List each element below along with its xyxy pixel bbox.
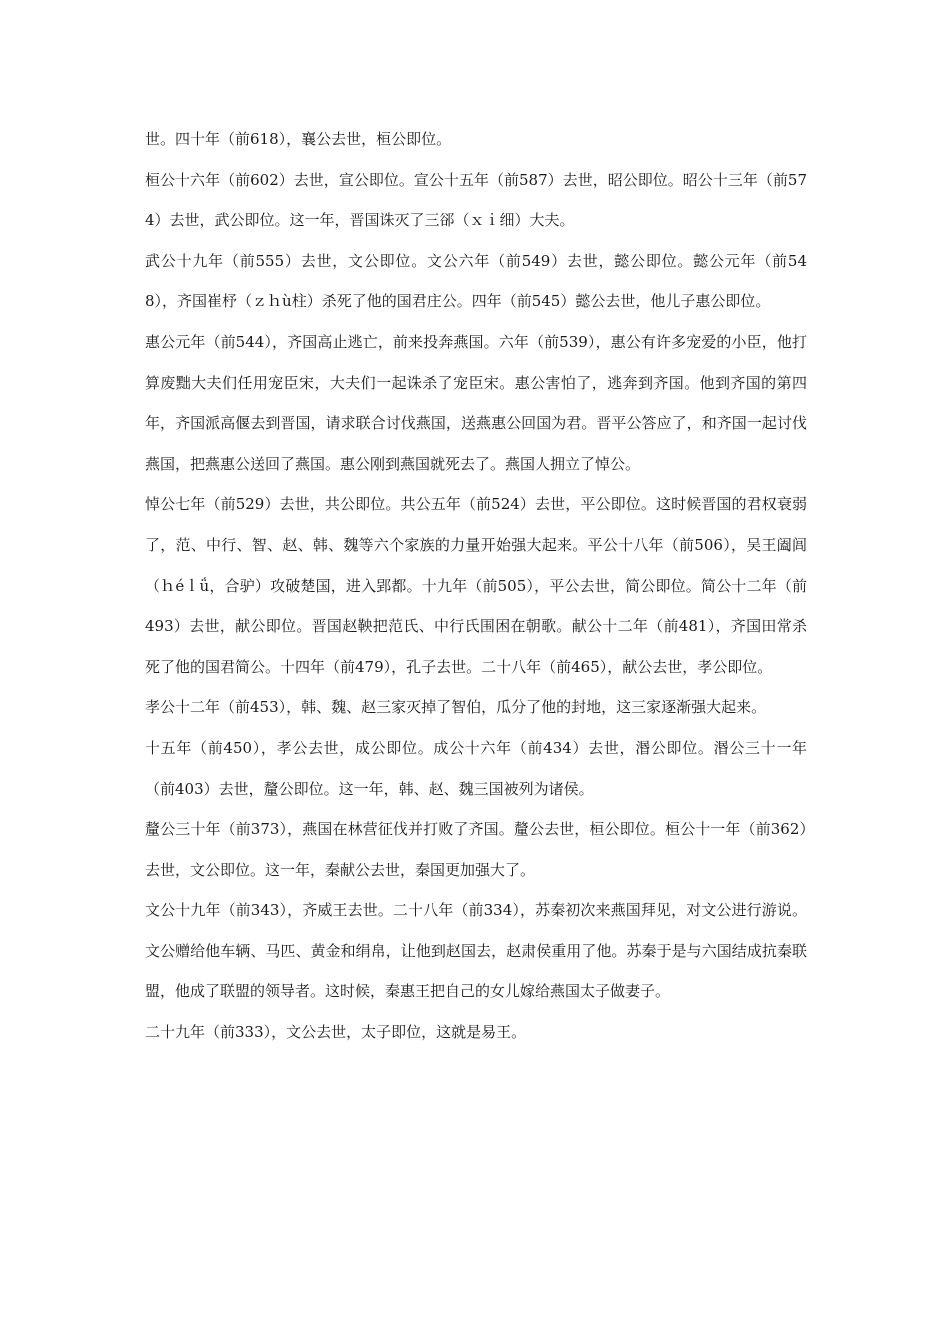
paragraph-4: 惠公元年（前544），齐国高止逃亡，前来投奔燕国。六年（前539），惠公有许多宠爱的小臣，他打算废黜大夫们任用宠臣宋，大夫们一起诛杀了宠臣宋。惠公害怕了，逃奔到齐国。他到齐国的第四年，齐国派高偃去到晋国，请求联合讨伐燕国，送燕惠公回国为君。晋平公答应了，和齐国一起讨伐燕国，把燕惠公送回了燕国。惠公刚到燕国就死去了。燕国人拥立了悼公。 — [145, 332, 807, 473]
paragraph-6: 孝公十二年（前453），韩、魏、赵三家灭掉了智伯，瓜分了他的封地，这三家逐渐强大起来。 — [145, 698, 767, 717]
paragraph-9: 文公十九年（前343），齐威王去世。二十八年（前334），苏秦初次来燕国拜见，对文公进行游说。文公赠给他车辆、马匹、黄金和绢帛，让他到赵国去，赵肃侯重用了他。苏秦于是与六国结成抗秦联盟，他成了联盟的领导者。这时候，秦惠王把自己的女儿嫁给燕国太子做妻子。 — [145, 901, 807, 1001]
paragraph-5: 悼公七年（前529）去世，共公即位。共公五年（前524）去世，平公即位。这时候晋国的君权衰弱了，范、中行、智、赵、韩、魏等六个家族的力量开始强大起来。平公十八年（前506），吴王阖闾（ｈéｌǘ，合驴）攻破楚国，进入郢都。十九年（前505），平公去世，简公即位。简公十二年（前493）去世，献公即位。晋国赵鞅把范氏、中行氏围困在朝歌。献公十二年（前481），齐国田常杀死了他的国君简公。十四年（前479），孔子去世。二十八年（前465），献公去世，孝公即位。 — [145, 495, 807, 676]
paragraph-1: 世。四十年（前618），襄公去世，桓公即位。 — [145, 130, 452, 148]
paragraph-10: 二十九年（前333），文公去世，太子即位，这就是易王。 — [145, 1023, 527, 1042]
paragraph-3: 武公十九年（前555）去世，文公即位。文公六年（前549）去世，懿公即位。懿公元年（前548），齐国崔杼（ｚｈù柱）杀死了他的国君庄公。四年（前545）懿公去世，他儿子惠公即位。 — [145, 251, 807, 311]
paragraph-8: 釐公三十年（前373），燕国在林营征伐并打败了齐国。釐公去世，桓公即位。桓公十一年（前362）去世，文公即位。这一年，秦献公去世，秦国更加强大了。 — [145, 820, 807, 879]
paragraph-2: 桓公十六年（前602）去世，宣公即位。宣公十五年（前587）去世，昭公即位。昭公十三年（前574）去世，武公即位。这一年，晋国诛灭了三郤（ｘｉ细）大夫。 — [145, 170, 807, 230]
document-body — [145, 119, 807, 1053]
paragraph-7: 十五年（前450），孝公去世，成公即位。成公十六年（前434）去世，湣公即位。湣公三十一年（前403）去世，釐公即位。这一年，韩、赵、魏三国被列为诸侯。 — [145, 738, 807, 798]
